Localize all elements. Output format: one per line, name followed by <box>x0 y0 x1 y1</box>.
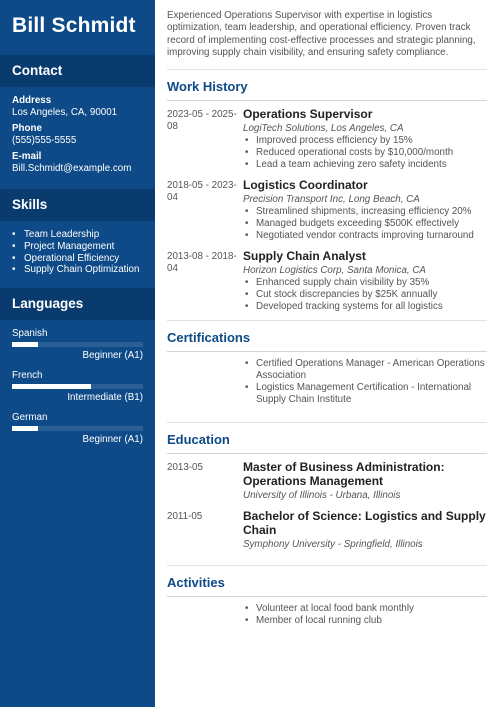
job-bullets <box>243 277 487 313</box>
certifications-list <box>243 358 487 406</box>
education-date: 2011-05 <box>167 511 203 523</box>
language-level: Beginner (A1) <box>82 434 143 446</box>
proficiency-fill <box>12 342 38 347</box>
degree-title: Master of Business Administration: Operations Management <box>243 460 445 489</box>
proficiency-bar <box>12 342 143 347</box>
skill-item: • Operational Efficiency <box>12 253 143 265</box>
activities-heading: Activities <box>167 575 225 591</box>
certifications-heading: Certifications <box>167 330 251 346</box>
main-content <box>167 10 487 627</box>
job-dates: 2018-05 - 2023-04 <box>167 180 237 204</box>
address-label: Address <box>12 95 52 106</box>
job-company: Horizon Logistics Corp, Santa Monica, CA <box>243 265 426 277</box>
job-bullets <box>243 206 487 242</box>
job-title: Supply Chain Analyst <box>243 249 366 264</box>
job-bullet: • Improved process efficiency by 15% <box>243 135 487 147</box>
candidate-name: Bill Schmidt <box>12 14 136 37</box>
school-name: University of Illinois - Urbana, Illinois <box>243 490 401 502</box>
skills-list <box>0 221 155 288</box>
email-value[interactable]: Bill.Schmidt@example.com <box>12 163 132 174</box>
job-bullet: • Lead a team achieving zero safety incidents <box>243 159 487 171</box>
proficiency-bar <box>12 426 143 431</box>
certification-item: • Logistics Management Certification - International Supply Chain Institute <box>243 382 487 406</box>
languages-heading: Languages <box>0 288 155 320</box>
activities-list <box>243 603 487 627</box>
job-bullet: • Enhanced supply chain visibility by 35% <box>243 277 487 289</box>
job-bullet: • Streamlined shipments, increasing efficiency 20% <box>243 206 487 218</box>
phone-value: (555)555-5555 <box>12 135 77 146</box>
job-bullet: • Reduced operational costs by $10,000/month <box>243 147 487 159</box>
language-name: Spanish <box>12 328 48 340</box>
address-value: Los Angeles, CA, 90001 <box>12 107 118 118</box>
education-entry <box>167 460 487 502</box>
education-heading: Education <box>167 432 230 448</box>
skill-item: • Project Management <box>12 241 143 253</box>
job-bullets <box>243 135 487 171</box>
proficiency-bar <box>12 384 143 389</box>
email-label: E-mail <box>12 151 42 162</box>
job-company: LogiTech Solutions, Los Angeles, CA <box>243 123 404 135</box>
activity-item: • Member of local running club <box>243 615 487 627</box>
job-bullet: • Managed budgets exceeding $500K effectively <box>243 218 487 230</box>
phone-label: Phone <box>12 123 42 134</box>
language-name: French <box>12 370 43 382</box>
certification-item: • Certified Operations Manager - American Operations Association <box>243 358 487 382</box>
job-title: Operations Supervisor <box>243 107 373 122</box>
contact-section <box>0 87 155 189</box>
languages-section <box>0 320 155 460</box>
job-bullet: • Negotiated vendor contracts improving turnaround <box>243 230 487 242</box>
skills-heading: Skills <box>0 189 155 221</box>
language-level: Beginner (A1) <box>82 350 143 362</box>
education-entry <box>167 509 487 551</box>
job-title: Logistics Coordinator <box>243 178 368 193</box>
skill-item: • Supply Chain Optimization <box>12 264 143 276</box>
language-item <box>12 328 143 363</box>
degree-title: Bachelor of Science: Logistics and Supply Chain <box>243 509 486 538</box>
language-item <box>12 412 143 447</box>
summary-text: Experienced Operations Supervisor with expertise in logistics optimization, team leadership, and operational efficiency. Proven track record of implementing cost-effective processes and strategic planning, improving supply chain visibility, and ensuring safety compliance. <box>167 10 476 58</box>
language-name: German <box>12 412 48 424</box>
proficiency-fill <box>12 426 38 431</box>
job-entry <box>167 107 487 171</box>
school-name: Symphony University - Springfield, Illinois <box>243 539 423 551</box>
job-company: Precision Transport Inc, Long Beach, CA <box>243 194 420 206</box>
education-date: 2013-05 <box>167 462 203 474</box>
job-entry <box>167 178 487 242</box>
work-history-heading: Work History <box>167 79 248 95</box>
job-entry <box>167 249 487 313</box>
language-item <box>12 370 143 405</box>
job-dates: 2023-05 - 2025-08 <box>167 109 237 133</box>
job-bullet: • Developed tracking systems for all logistics <box>243 301 487 313</box>
sidebar <box>0 0 155 707</box>
activity-item: • Volunteer at local food bank monthly <box>243 603 487 615</box>
proficiency-fill <box>12 384 91 389</box>
skill-item: • Team Leadership <box>12 229 143 241</box>
contact-heading: Contact <box>0 55 155 87</box>
job-bullet: • Cut stock discrepancies by $25K annually <box>243 289 487 301</box>
language-level: Intermediate (B1) <box>67 392 143 404</box>
job-dates: 2013-08 - 2018-04 <box>167 251 237 275</box>
